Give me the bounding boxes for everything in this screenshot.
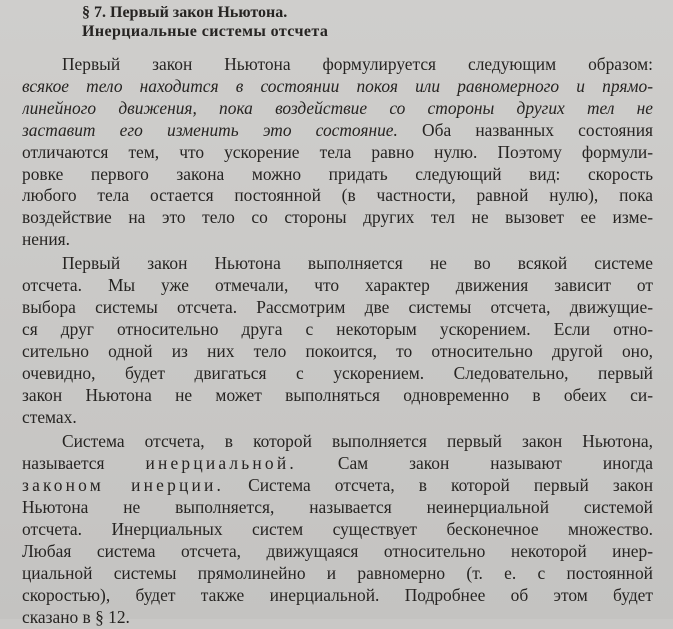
text-line: скоростью), будет также инерциальной. Подробнее об этом будет	[22, 584, 653, 605]
text-line: сказано в § 12.	[22, 606, 130, 627]
text-line: любого тела остается постоянной (в частности, равной нулю), пока	[22, 185, 653, 206]
italic-text: заставит его изменить это состояние.	[22, 119, 398, 140]
text-line	[22, 475, 653, 497]
section-number: § 7.	[82, 4, 106, 21]
text-line: Система отсчета, в которой выполняется первый закон Ньютона,	[62, 431, 653, 452]
text-line: ся друг относительно друга с некоторым ускорением. Если отно-	[22, 318, 653, 339]
text-line: закон Ньютона не может выполняться одновременно в обеих си-	[22, 384, 653, 405]
section-title-line-1	[82, 3, 653, 22]
text-line: Любая система отсчета, движущаяся относительно некоторой инер-	[22, 540, 653, 561]
text-fragment: Система отсчета, в которой первый закон	[224, 475, 653, 496]
text-line: стемах.	[22, 406, 77, 427]
text-line: циальной системы прямолинейно и равномерно (т. е. с постоянной	[22, 562, 653, 583]
text-line: воздействие на это тело со стороны других тел не вызовет ее изме-	[22, 207, 653, 228]
text-line: нения.	[22, 229, 70, 250]
text-line	[22, 98, 653, 120]
text-line: Первый закон Ньютона выполняется не во всякой системе	[62, 253, 653, 274]
text-line: Ньютона не выполняется, называется неинерциальной системой	[22, 497, 653, 518]
text-line: ровке первого закона можно придать следующий вид: скорость	[22, 163, 653, 184]
text-line: отсчета. Инерциальных систем существует бесконечное множество.	[22, 519, 653, 540]
text-line	[22, 76, 653, 98]
text-fragment: называется	[22, 453, 146, 474]
text-fragment: Сам закон называют иногда	[296, 453, 653, 474]
paragraph-1	[22, 54, 653, 251]
text-line: сительно одной из них тело покоится, то относительно другой оно,	[22, 340, 653, 361]
term-inertial: инерциальной.	[145, 453, 297, 474]
paragraph-3	[22, 431, 653, 628]
text-line: очевидно, будет двигаться с ускорением. Следовательно, первый	[22, 362, 653, 383]
italic-text: линейного движения, пока воздействие со стороны других тел не	[22, 97, 653, 118]
text-line: Первый закон Ньютона формулируется следующим образом:	[62, 54, 653, 74]
text-line: выбора системы отсчета. Рассмотрим две системы отсчета, движущие-	[22, 296, 653, 317]
text-fragment: Оба названных состояния	[397, 119, 653, 140]
section-title: Первый закон Ньютона.	[110, 4, 288, 21]
text-line	[22, 120, 653, 142]
section-subtitle: Инерциальные системы отсчета	[82, 23, 329, 40]
text-line	[22, 453, 653, 475]
text-line: отличаются тем, что ускорение тела равно нулю. Поэтому формули-	[22, 141, 653, 162]
paragraph-2	[22, 253, 653, 428]
text-line: отсчета. Мы уже отмечали, что характер движения зависит от	[22, 275, 653, 296]
section-heading	[82, 3, 653, 41]
term-law-of-inertia: законом инерции.	[22, 475, 225, 496]
italic-text: всякое тело находится в состоянии покоя или равномерного и прямо-	[22, 75, 653, 96]
